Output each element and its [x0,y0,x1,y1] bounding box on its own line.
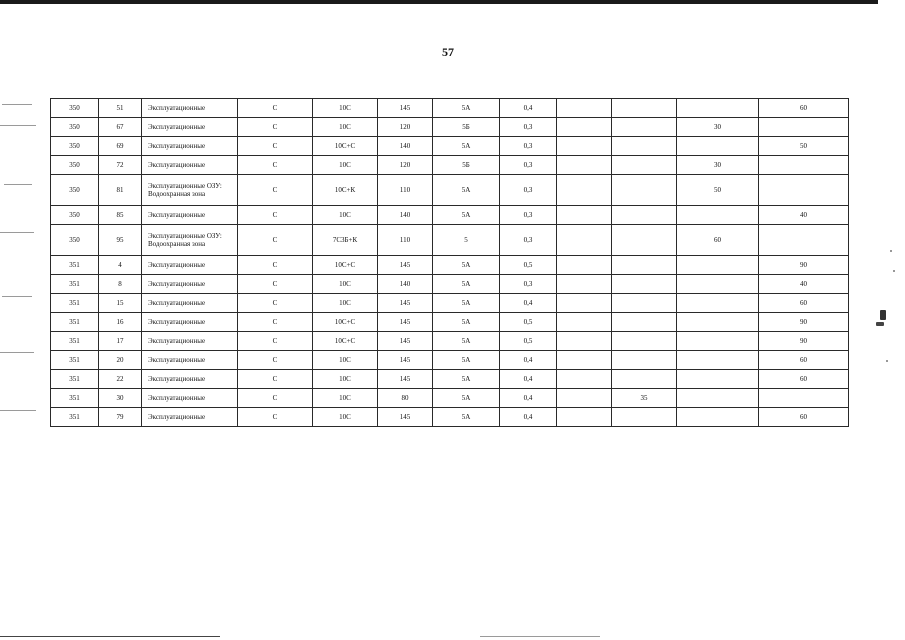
bonitet-cell: 5А [433,313,500,332]
quarter-cell: 350 [51,175,99,206]
quarter-cell: 350 [51,206,99,225]
plot-cell: 69 [99,137,142,156]
value-col-10-cell [612,408,677,427]
species-group-cell: С [238,225,313,256]
value-col-12-cell: 60 [759,99,849,118]
value-col-10-cell: 35 [612,389,677,408]
plot-cell: 95 [99,225,142,256]
category-cell: Эксплуатационные [142,370,238,389]
value-col-12-cell [759,225,849,256]
quarter-cell: 351 [51,256,99,275]
table-row [51,408,849,427]
age-cell: 110 [378,225,433,256]
scan-noise [0,232,34,233]
value-col-9-cell [557,137,612,156]
species-group-cell: С [238,389,313,408]
category-cell: Эксплуатационные [142,294,238,313]
species-group-cell: С [238,137,313,156]
scan-speck [876,322,884,326]
plot-cell: 51 [99,99,142,118]
species-group-cell: С [238,332,313,351]
density-cell: 0,4 [500,389,557,408]
scan-speck [890,250,892,252]
table-row [51,156,849,175]
age-cell: 145 [378,256,433,275]
table-row [51,313,849,332]
value-col-11-cell [677,389,759,408]
category-cell: Эксплуатационные [142,99,238,118]
composition-cell: 10С [313,389,378,408]
plot-cell: 15 [99,294,142,313]
bonitet-cell: 5А [433,332,500,351]
age-cell: 110 [378,175,433,206]
density-cell: 0,5 [500,313,557,332]
composition-cell: 10С [313,294,378,313]
value-col-9-cell [557,206,612,225]
value-col-12-cell: 90 [759,313,849,332]
plot-cell: 20 [99,351,142,370]
category-cell: Эксплуатационные [142,313,238,332]
table-row [51,332,849,351]
table-row [51,118,849,137]
composition-cell: 10С [313,99,378,118]
value-col-12-cell: 40 [759,206,849,225]
value-col-11-cell [677,313,759,332]
species-group-cell: С [238,175,313,206]
value-col-12-cell: 90 [759,332,849,351]
age-cell: 145 [378,408,433,427]
composition-cell: 10С [313,351,378,370]
value-col-10-cell [612,225,677,256]
value-col-10-cell [612,118,677,137]
value-col-11-cell [677,256,759,275]
value-col-10-cell [612,256,677,275]
value-col-10-cell [612,294,677,313]
quarter-cell: 350 [51,118,99,137]
composition-cell: 10С [313,118,378,137]
value-col-10-cell [612,99,677,118]
age-cell: 120 [378,156,433,175]
quarter-cell: 351 [51,294,99,313]
density-cell: 0,5 [500,332,557,351]
table-row [51,370,849,389]
value-col-12-cell [759,389,849,408]
plot-cell: 81 [99,175,142,206]
table-row [51,275,849,294]
plot-cell: 16 [99,313,142,332]
bonitet-cell: 5А [433,206,500,225]
scan-speck [893,270,895,272]
value-col-10-cell [612,137,677,156]
category-cell: Эксплуатационные [142,332,238,351]
value-col-9-cell [557,225,612,256]
quarter-cell: 350 [51,225,99,256]
value-col-12-cell: 60 [759,351,849,370]
scan-noise [0,410,36,411]
bonitet-cell: 5А [433,389,500,408]
value-col-10-cell [612,313,677,332]
quarter-cell: 351 [51,332,99,351]
table-row [51,99,849,118]
bonitet-cell: 5 [433,225,500,256]
value-col-9-cell [557,118,612,137]
species-group-cell: С [238,294,313,313]
value-col-12-cell [759,118,849,137]
plot-cell: 79 [99,408,142,427]
value-col-11-cell [677,206,759,225]
age-cell: 145 [378,332,433,351]
density-cell: 0,4 [500,294,557,313]
value-col-9-cell [557,175,612,206]
density-cell: 0,3 [500,118,557,137]
species-group-cell: С [238,370,313,389]
composition-cell: 7С3Б+К [313,225,378,256]
page-number: 57 [442,45,454,59]
composition-cell: 10С+С [313,137,378,156]
density-cell: 0,3 [500,175,557,206]
density-cell: 0,4 [500,99,557,118]
value-col-11-cell [677,275,759,294]
density-cell: 0,3 [500,206,557,225]
density-cell: 0,4 [500,351,557,370]
plot-cell: 4 [99,256,142,275]
category-cell: Эксплуатационные [142,408,238,427]
value-col-9-cell [557,332,612,351]
table-body [51,99,849,427]
value-col-11-cell: 30 [677,118,759,137]
value-col-11-cell: 60 [677,225,759,256]
value-col-9-cell [557,408,612,427]
category-cell: Эксплуатационные [142,256,238,275]
density-cell: 0,3 [500,156,557,175]
scan-speck [886,360,888,362]
value-col-10-cell [612,351,677,370]
quarter-cell: 350 [51,99,99,118]
plot-cell: 30 [99,389,142,408]
density-cell: 0,4 [500,370,557,389]
category-cell: Эксплуатационные [142,118,238,137]
top-border-rule [0,0,878,4]
bonitet-cell: 5А [433,175,500,206]
scan-noise [0,352,34,353]
value-col-12-cell: 60 [759,294,849,313]
value-col-9-cell [557,351,612,370]
density-cell: 0,3 [500,137,557,156]
scan-noise [480,636,600,637]
age-cell: 145 [378,313,433,332]
category-cell: Эксплуатационные [142,156,238,175]
scan-speck [880,310,886,320]
plot-cell: 8 [99,275,142,294]
value-col-12-cell: 60 [759,408,849,427]
value-col-10-cell [612,332,677,351]
plot-cell: 85 [99,206,142,225]
scan-noise [2,296,32,297]
table-row [51,256,849,275]
scan-noise [0,125,36,126]
category-cell: Эксплуатационные [142,206,238,225]
value-col-10-cell [612,156,677,175]
forest-inventory-table [50,98,849,427]
age-cell: 145 [378,351,433,370]
plot-cell: 22 [99,370,142,389]
category-cell: Эксплуатационные ОЗУ: Водоохранная зона [142,175,238,206]
composition-cell: 10С+К [313,175,378,206]
plot-cell: 67 [99,118,142,137]
value-col-12-cell: 40 [759,275,849,294]
composition-cell: 10С+С [313,256,378,275]
value-col-11-cell [677,332,759,351]
category-cell: Эксплуатационные [142,137,238,156]
age-cell: 145 [378,99,433,118]
value-col-12-cell: 60 [759,370,849,389]
value-col-9-cell [557,294,612,313]
bonitet-cell: 5Б [433,118,500,137]
quarter-cell: 351 [51,275,99,294]
scan-noise [2,104,32,105]
plot-cell: 72 [99,156,142,175]
table-row [51,206,849,225]
table-row [51,351,849,370]
category-cell: Эксплуатационные [142,389,238,408]
value-col-11-cell [677,137,759,156]
value-col-10-cell [612,370,677,389]
value-col-12-cell: 90 [759,256,849,275]
density-cell: 0,4 [500,408,557,427]
category-cell: Эксплуатационные ОЗУ: Водоохранная зона [142,225,238,256]
species-group-cell: С [238,408,313,427]
species-group-cell: С [238,118,313,137]
quarter-cell: 351 [51,408,99,427]
age-cell: 140 [378,275,433,294]
value-col-9-cell [557,389,612,408]
species-group-cell: С [238,351,313,370]
composition-cell: 10С [313,408,378,427]
density-cell: 0,3 [500,225,557,256]
value-col-11-cell [677,351,759,370]
value-col-12-cell [759,156,849,175]
composition-cell: 10С [313,275,378,294]
bonitet-cell: 5А [433,137,500,156]
value-col-12-cell: 50 [759,137,849,156]
value-col-11-cell: 30 [677,156,759,175]
value-col-9-cell [557,370,612,389]
value-col-9-cell [557,275,612,294]
age-cell: 140 [378,137,433,156]
composition-cell: 10С [313,206,378,225]
bonitet-cell: 5А [433,275,500,294]
value-col-9-cell [557,313,612,332]
value-col-11-cell [677,408,759,427]
quarter-cell: 351 [51,370,99,389]
bonitet-cell: 5А [433,351,500,370]
category-cell: Эксплуатационные [142,275,238,294]
bonitet-cell: 5А [433,370,500,389]
quarter-cell: 350 [51,137,99,156]
value-col-10-cell [612,206,677,225]
table-row [51,389,849,408]
species-group-cell: С [238,313,313,332]
composition-cell: 10С [313,156,378,175]
value-col-10-cell [612,275,677,294]
table-row [51,175,849,206]
value-col-12-cell [759,175,849,206]
species-group-cell: С [238,99,313,118]
composition-cell: 10С+С [313,313,378,332]
age-cell: 140 [378,206,433,225]
value-col-11-cell [677,99,759,118]
value-col-11-cell [677,370,759,389]
value-col-9-cell [557,156,612,175]
bonitet-cell: 5А [433,408,500,427]
table-row [51,225,849,256]
species-group-cell: С [238,275,313,294]
value-col-9-cell [557,99,612,118]
plot-cell: 17 [99,332,142,351]
density-cell: 0,3 [500,275,557,294]
scan-noise [0,636,220,637]
composition-cell: 10С+С [313,332,378,351]
value-col-9-cell [557,256,612,275]
composition-cell: 10С [313,370,378,389]
species-group-cell: С [238,156,313,175]
age-cell: 145 [378,370,433,389]
quarter-cell: 350 [51,156,99,175]
value-col-10-cell [612,175,677,206]
category-cell: Эксплуатационные [142,351,238,370]
scan-noise [4,184,32,185]
species-group-cell: С [238,206,313,225]
bonitet-cell: 5Б [433,156,500,175]
table-row [51,294,849,313]
quarter-cell: 351 [51,389,99,408]
density-cell: 0,5 [500,256,557,275]
age-cell: 120 [378,118,433,137]
value-col-11-cell [677,294,759,313]
species-group-cell: С [238,256,313,275]
quarter-cell: 351 [51,351,99,370]
age-cell: 145 [378,294,433,313]
age-cell: 80 [378,389,433,408]
bonitet-cell: 5А [433,256,500,275]
table-row [51,137,849,156]
quarter-cell: 351 [51,313,99,332]
value-col-11-cell: 50 [677,175,759,206]
bonitet-cell: 5А [433,294,500,313]
bonitet-cell: 5А [433,99,500,118]
